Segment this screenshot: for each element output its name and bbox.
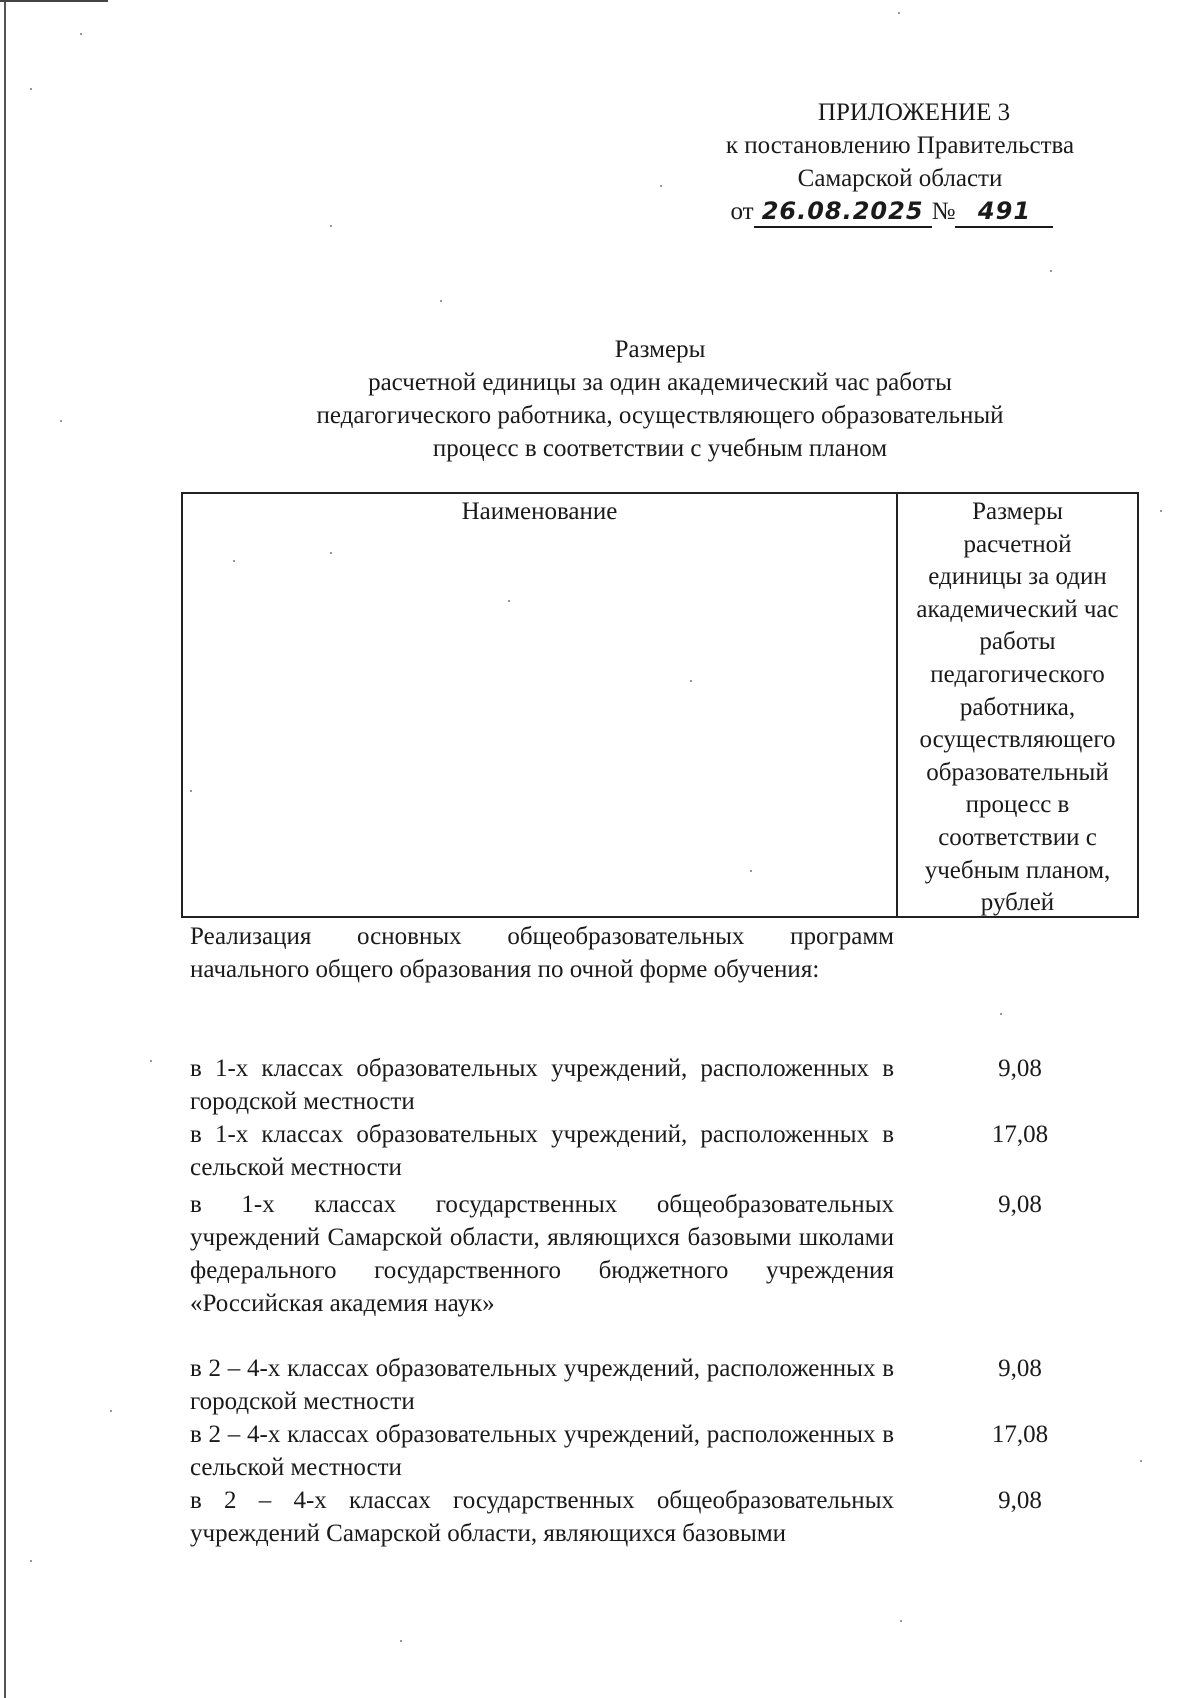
column-header-size-line: учебным планом,: [924, 856, 1111, 884]
column-header-size-line: педагогического: [930, 660, 1105, 688]
scan-speck: [898, 12, 900, 14]
document-title-line: процесс в соответствии с учебным планом: [432, 435, 888, 462]
table-row-value: 9,08: [998, 1191, 1042, 1218]
scan-speck: [60, 420, 62, 422]
handwritten-date: 26.08.2025: [754, 196, 932, 228]
scan-speck: [150, 1060, 152, 1062]
scan-speck: [1050, 270, 1052, 272]
scan-speck: [30, 88, 32, 90]
appendix-title: ПРИЛОЖЕНИЕ 3: [817, 99, 1011, 126]
handwritten-number: 491: [955, 196, 1053, 228]
column-header-size-line: академический час: [916, 595, 1119, 623]
document-title-line: Размеры: [614, 336, 706, 363]
document-title-line: педагогического работника, осуществляющего образовательный: [316, 402, 1004, 429]
table-row-value: 9,08: [998, 1055, 1042, 1082]
table-row-name: в 2 – 4-х классах образовательных учреждений, расположенных в городской местности: [190, 1355, 894, 1415]
appendix-header: [640, 96, 1160, 228]
scan-speck: [400, 1640, 402, 1642]
column-header-size: [898, 496, 1137, 920]
section-heading: Реализация основных общеобразовательных программ начального общего образования по очной форме обучения:: [190, 923, 894, 983]
column-header-name: Наименование: [461, 498, 618, 525]
scan-speck: [1160, 510, 1162, 512]
scan-left-edge: [4, 0, 6, 1698]
table-row-name: в 1-х классах государственных общеобразовательных учреждений Самарской области, являющихся базовыми школами федерального государственного бюджетного учреждения «Российская академия наук»: [190, 1191, 894, 1317]
appendix-resolution-line: к постановлению Правительства: [725, 132, 1075, 159]
column-header-size-line: образовательный: [926, 758, 1109, 786]
scan-speck: [1000, 1013, 1002, 1015]
table-row-name: в 1-х классах образовательных учреждений, расположенных в сельской местности: [190, 1121, 894, 1181]
scan-speck: [900, 1620, 902, 1622]
table-row-value: 17,08: [991, 1421, 1049, 1448]
table-row-value: 17,08: [991, 1121, 1049, 1148]
column-header-size-line: рублей: [980, 889, 1055, 917]
table-row-name: в 2 – 4-х классах образовательных учреждений, расположенных в сельской местности: [190, 1421, 894, 1481]
scan-top-edge: [0, 0, 108, 2]
column-header-size-line: соответствии с: [938, 823, 1097, 851]
document-title-line: расчетной единицы за один академический час работы: [368, 369, 952, 396]
scan-speck: [80, 33, 82, 35]
scan-speck: [110, 1410, 112, 1412]
column-header-size-line: единицы за один: [928, 563, 1107, 591]
column-header-size-line: работника,: [959, 693, 1076, 721]
column-header-size-line: работы: [979, 628, 1056, 656]
table-row-name: в 1-х классах образовательных учреждений, расположенных в городской местности: [190, 1055, 894, 1115]
appendix-date-line: [632, 195, 1152, 228]
number-prefix: №: [931, 198, 956, 225]
column-header-size-line: процесс в: [965, 791, 1070, 819]
appendix-region-line: Самарской области: [797, 165, 1003, 192]
column-header-size-line: расчетной: [963, 530, 1072, 558]
document-title: [180, 333, 1140, 465]
scan-speck: [30, 1560, 32, 1562]
table-row-value: 9,08: [998, 1487, 1042, 1514]
scan-speck: [330, 225, 332, 227]
table-row-name: в 2 – 4-х классах государственных общеобразовательных учреждений Самарской области, являющихся базовыми: [190, 1487, 894, 1547]
column-header-size-line: Размеры: [972, 498, 1063, 525]
table-row-value: 9,08: [998, 1355, 1042, 1382]
date-prefix: от: [730, 198, 754, 225]
column-header-size-line: осуществляющего: [919, 726, 1116, 754]
scan-speck: [440, 300, 442, 302]
scan-speck: [1140, 1460, 1142, 1462]
